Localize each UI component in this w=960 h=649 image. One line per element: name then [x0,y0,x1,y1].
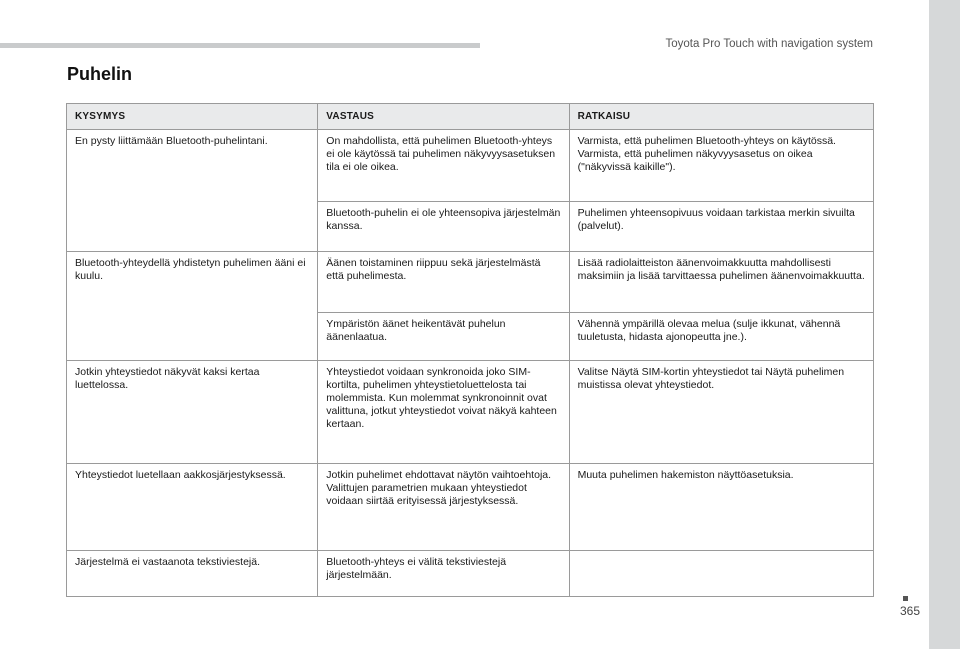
solution-line: Varmista, että puhelimen näkyvyysasetus on oikea ("näkyvissä kaikille"). [577,148,813,173]
solution-cell [569,551,873,597]
table-row [67,252,874,313]
solution-cell: Valitse Näytä SIM-kortin yhteystiedot tai Näytä puhelimen muistissa olevat yhteystiedot. [569,361,873,464]
header-solution: RATKAISU [569,104,873,130]
answer-cell: Ympäristön äänet heikentävät puhelun äänenlaatua. [318,313,569,361]
answer-cell: On mahdollista, että puhelimen Bluetooth-yhteys ei ole käytössä tai puhelimen näkyvyysasetuksen tila ei ole oikea. [318,130,569,202]
solution-cell: Puhelimen yhteensopivuus voidaan tarkistaa merkin sivuilta (palvelut). [569,202,873,252]
right-margin-strip [929,0,960,649]
header-answer: VASTAUS [318,104,569,130]
question-cell: Jotkin yhteystiedot näkyvät kaksi kertaa luettelossa. [67,361,318,464]
top-decorative-bar [0,43,480,48]
running-header: Toyota Pro Touch with navigation system [665,38,873,50]
question-cell: En pysty liittämään Bluetooth-puhelintani. [67,130,318,252]
solution-cell [569,130,873,202]
solution-cell: Muuta puhelimen hakemiston näyttöasetuksia. [569,464,873,551]
header-question: KYSYMYS [67,104,318,130]
table-row [67,464,874,551]
table-header-row [67,104,874,130]
table-row [67,361,874,464]
answer-cell: Bluetooth-yhteys ei välitä tekstiviestejä järjestelmään. [318,551,569,597]
answer-cell: Jotkin puhelimet ehdottavat näytön vaihtoehtoja. Valittujen parametrien mukaan yhteystiedot voidaan siirtää erityisessä järjestyksessä. [318,464,569,551]
solution-line: Varmista, että puhelimen Bluetooth-yhteys on käytössä. [577,135,836,147]
answer-cell: Äänen toistaminen riippuu sekä järjestelmästä että puhelimesta. [318,252,569,313]
solution-cell: Vähennä ympärillä olevaa melua (sulje ikkunat, vähennä tuuletusta, hidasta ajonopeutta jne.). [569,313,873,361]
table-row [67,551,874,597]
question-cell: Bluetooth-yhteydellä yhdistetyn puhelimen ääni ei kuulu. [67,252,318,361]
page-title: Puhelin [67,64,133,84]
solution-cell: Lisää radiolaitteiston äänenvoimakkuutta mahdollisesti maksimiin ja lisää tarvittaessa puhelimen äänenvoimakkuutta. [569,252,873,313]
troubleshooting-table [66,103,874,597]
answer-cell: Yhteystiedot voidaan synkronoida joko SIM-kortilta, puhelimen yhteystietoluettelosta tai molemmista. Kun molemmat synkronoinnit ovat valittuna, jotkut yhteystiedot voivat näkyä kahteen kertaan. [318,361,569,464]
answer-cell: Bluetooth-puhelin ei ole yhteensopiva järjestelmän kanssa. [318,202,569,252]
page-number: 365 [899,604,920,618]
page-marker-dot [903,596,908,601]
question-cell: Järjestelmä ei vastaanota tekstiviestejä. [67,551,318,597]
question-cell: Yhteystiedot luetellaan aakkosjärjestyksessä. [67,464,318,551]
table-row [67,130,874,202]
